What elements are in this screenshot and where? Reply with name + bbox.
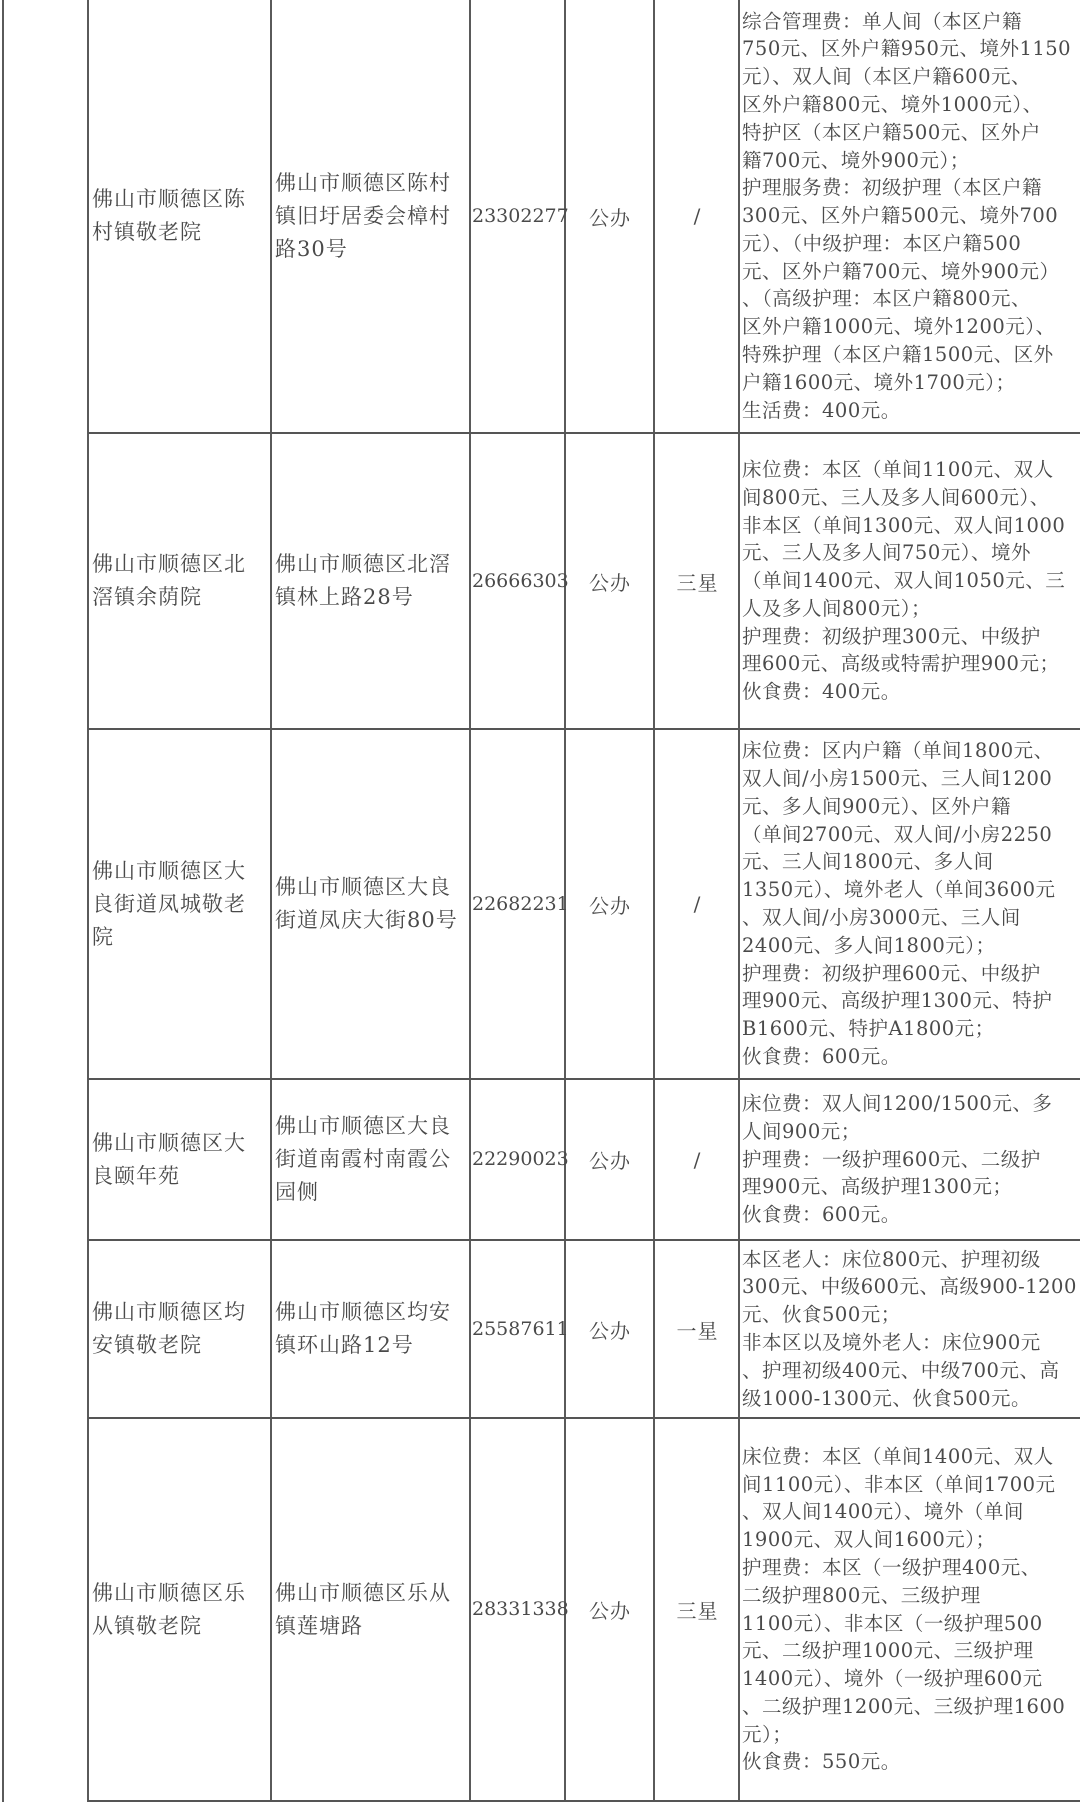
institution-type <box>566 1241 654 1417</box>
institution-address-line: 佛山市顺德区均安 <box>275 1300 451 1324</box>
institution-name-line: 佛山市顺德区大 <box>92 858 246 883</box>
fee-details <box>742 1080 1080 1239</box>
fee-details-line: 理900元、高级护理1300元、特护 <box>742 989 1053 1013</box>
fee-details-line: 伙食费：550元。 <box>742 1750 901 1774</box>
star-rating <box>655 730 740 1078</box>
institution-name <box>92 434 267 728</box>
table-border-left <box>2 0 4 1802</box>
table-row <box>88 730 1080 1080</box>
institution-name <box>92 0 267 432</box>
institution-address-line: 佛山市顺德区乐从 <box>275 1580 451 1605</box>
fee-details-line: 间800元、三人及多人间600元）、 <box>742 485 1050 509</box>
fee-details-line: 人间900元； <box>742 1119 861 1143</box>
institution-name-line: 村镇敬老院 <box>92 220 202 244</box>
fee-details-line: 区外户籍1000元、境外1200元）、 <box>742 315 1056 339</box>
fee-details-line: 1100元）、非本区（一级护理500 <box>742 1611 1043 1635</box>
fee-details-line: 床位费：双人间1200/1500元、多 <box>742 1092 1053 1115</box>
institution-address <box>275 0 470 432</box>
star-rating-text: / <box>693 204 702 228</box>
institution-name <box>92 730 267 1078</box>
institution-type <box>566 1080 654 1239</box>
institution-name-line: 从镇敬老院 <box>92 1613 202 1638</box>
fee-details-line: 、二级护理1200元、三级护理1600 <box>742 1694 1066 1718</box>
fee-details-line: 元、伙食500元； <box>742 1303 901 1327</box>
institution-name-line: 佛山市顺德区北 <box>92 552 246 576</box>
institution-address-line: 园侧 <box>275 1180 319 1204</box>
fee-details-line: 元、多人间900元）、区外户籍 <box>742 794 1011 818</box>
institution-phone-text: 25587611 <box>472 1317 569 1340</box>
fee-details-line: 双人间/小房1500元、三人间1200 <box>742 767 1053 791</box>
star-rating-text: 三星 <box>676 1599 719 1623</box>
fee-details-line: 籍700元、境外900元）； <box>742 148 970 172</box>
fee-details-line: 1900元、双人间1600元）； <box>742 1528 996 1552</box>
institution-address-line: 佛山市顺德区大良 <box>275 875 451 899</box>
institution-address-line: 佛山市顺德区北滘 <box>275 552 451 576</box>
institution-address <box>275 434 470 728</box>
fee-details-line: 间1100元）、非本区（单间1700元 <box>742 1472 1056 1496</box>
fee-details-line: 特护区（本区户籍500元、区外户 <box>742 120 1041 144</box>
fee-details-line: 理600元、高级或特需护理900元； <box>742 652 1060 676</box>
institution-phone <box>472 1080 569 1239</box>
institution-type-text: 公办 <box>589 893 631 918</box>
fee-details-line: 理900元、高级护理1300元； <box>742 1175 1013 1199</box>
institution-phone <box>472 434 569 728</box>
institution-name-line: 滘镇余荫院 <box>92 585 202 609</box>
fee-details-line: 元）； <box>742 1722 793 1746</box>
fee-details-line: 伙食费：600元。 <box>742 1044 901 1068</box>
institution-address-line: 街道南霞村南霞公 <box>275 1147 451 1171</box>
institution-name <box>92 1080 267 1239</box>
fee-details-line: 元、三人及多人间750元）、境外 <box>742 541 1031 565</box>
star-rating-text: 一星 <box>676 1318 719 1343</box>
fee-details-line: 护理服务费：初级护理（本区户籍 <box>742 176 1043 200</box>
institution-name-line: 良街道凤城敬老 <box>92 891 246 916</box>
institution-phone <box>472 1241 569 1417</box>
fee-details-line: 级1000-1300元、伙食500元。 <box>742 1386 1032 1410</box>
fee-details-line: 元、区外户籍700元、境外900元） <box>742 259 1060 283</box>
institution-address-line: 街道凤庆大街80号 <box>275 908 458 932</box>
fee-details-line: 特殊护理（本区户籍1500元、区外 <box>742 343 1054 367</box>
star-rating <box>655 434 740 728</box>
star-rating-text: / <box>693 892 702 916</box>
star-rating <box>655 1080 740 1239</box>
fee-details-line: B1600元、特护A1800元； <box>742 1017 995 1041</box>
fee-details-line: 床位费：区内户籍（单间1800元、 <box>742 739 1054 763</box>
fee-details-line: 护理费：本区（一级护理400元、 <box>742 1555 1041 1579</box>
institution-phone-text: 22682231 <box>472 892 569 915</box>
fee-details <box>742 730 1080 1078</box>
fee-details-line: 床位费：本区（单间1400元、双人 <box>742 1444 1054 1468</box>
institution-type-text: 公办 <box>589 570 631 595</box>
institution-name-line: 安镇敬老院 <box>92 1333 202 1357</box>
institution-phone-text: 26666303 <box>472 569 569 592</box>
star-rating <box>655 1241 740 1417</box>
institution-type-text: 公办 <box>589 1599 631 1623</box>
fee-details-line: 非本区（单间1300元、双人间1000 <box>742 513 1066 537</box>
institution-name-line: 佛山市顺德区乐 <box>92 1580 246 1605</box>
fee-details-line: 综合管理费：单人间（本区户籍 <box>742 9 1023 33</box>
fee-details-line: 人及多人间800元）； <box>742 596 931 620</box>
institution-name-line: 佛山市顺德区均 <box>92 1300 246 1324</box>
fee-details-line: 护理费：初级护理600元、中级护 <box>742 961 1041 985</box>
institution-type-text: 公办 <box>589 1149 631 1173</box>
institution-address-line: 镇旧圩居委会樟村 <box>275 203 451 228</box>
institution-phone-text: 22290023 <box>472 1148 569 1170</box>
table-row <box>88 434 1080 730</box>
fee-details-line: 300元、区外户籍500元、境外700 <box>742 204 1059 228</box>
institution-type <box>566 1419 654 1800</box>
institution-type <box>566 434 654 728</box>
fee-details-line: 伙食费：600元。 <box>742 1203 901 1227</box>
fee-details-line: 、护理初级400元、中级700元、高 <box>742 1358 1060 1382</box>
fee-details-line: 元）、（中级护理：本区户籍500 <box>742 231 1022 255</box>
fee-details <box>742 434 1080 728</box>
star-rating-text: 三星 <box>676 570 719 595</box>
fee-details <box>742 0 1080 432</box>
institution-address <box>275 1241 470 1417</box>
star-rating-text: / <box>693 1147 702 1172</box>
institution-address <box>275 1419 470 1800</box>
fee-details-line: 、（高级护理：本区户籍800元、 <box>742 287 1031 311</box>
institution-type-text: 公办 <box>589 1318 631 1343</box>
fee-details <box>742 1419 1080 1800</box>
institution-name-line: 良颐年苑 <box>92 1163 180 1188</box>
institution-phone <box>472 730 569 1078</box>
fee-details-line: 非本区以及境外老人：床位900元 <box>742 1331 1041 1354</box>
fee-details-line: 二级护理800元、三级护理 <box>742 1583 981 1607</box>
fee-details-line: （单间1400元、双人间1050元、三 <box>742 569 1066 593</box>
institution-name-line: 佛山市顺德区大 <box>92 1130 246 1155</box>
institution-address-line: 佛山市顺德区大良 <box>275 1114 451 1138</box>
institution-phone-text: 23302277 <box>472 204 569 227</box>
institution-name <box>92 1419 267 1800</box>
fee-details-line: 伙食费：400元。 <box>742 680 901 704</box>
fee-details-line: 区外户籍800元、境外1000元）、 <box>742 92 1043 116</box>
institution-name-line: 佛山市顺德区陈 <box>92 187 246 211</box>
institution-type <box>566 0 654 432</box>
fee-details-line: 元）、双人间（本区户籍600元、 <box>742 65 1031 89</box>
institution-address <box>275 730 470 1078</box>
fee-details-line: 2400元、多人间1800元）； <box>742 933 996 957</box>
fee-details-line: 护理费：初级护理300元、中级护 <box>742 624 1041 648</box>
fee-details-line: 300元、中级600元、高级900-1200 <box>742 1275 1077 1299</box>
institution-name <box>92 1241 267 1417</box>
table-row <box>88 1080 1080 1241</box>
institution-address-line: 镇莲塘路 <box>275 1613 363 1638</box>
fee-details-line: 床位费：本区（单间1100元、双人 <box>742 457 1054 481</box>
star-rating <box>655 0 740 432</box>
fee-details-line: 户籍1600元、境外1700元）； <box>742 370 1016 394</box>
fee-details-line: 1350元）、境外老人（单间3600元 <box>742 878 1056 902</box>
fee-details-line: 1400元）、境外（一级护理600元 <box>742 1667 1043 1691</box>
table-row <box>88 1419 1080 1802</box>
fee-details <box>742 1241 1080 1417</box>
institution-address-line: 路30号 <box>275 236 348 261</box>
institution-address-line: 佛山市顺德区陈村 <box>275 170 451 195</box>
institution-phone <box>472 0 569 432</box>
institution-address-line: 镇林上路28号 <box>275 585 414 609</box>
fee-details-line: 、双人间1400元）、境外（单间 <box>742 1500 1024 1524</box>
fee-details-line: 、双人间/小房3000元、三人间 <box>742 906 1021 929</box>
institution-name-line: 院 <box>92 924 114 949</box>
fee-details-line: （单间2700元、双人间/小房2250 <box>742 822 1053 846</box>
institution-type-text: 公办 <box>589 205 631 230</box>
fee-details-line: 本区老人：床位800元、护理初级 <box>742 1247 1041 1271</box>
star-rating <box>655 1419 740 1800</box>
institution-phone-text: 28331338 <box>472 1598 569 1620</box>
institution-type <box>566 730 654 1078</box>
fee-details-line: 元、三人间1800元、多人间 <box>742 850 994 874</box>
institution-address <box>275 1080 470 1239</box>
table-row <box>88 1241 1080 1419</box>
fee-details-line: 元、二级护理1000元、三级护理 <box>742 1639 1034 1663</box>
table-row <box>88 0 1080 434</box>
fee-details-line: 护理费：一级护理600元、二级护 <box>742 1147 1041 1171</box>
institution-phone <box>472 1419 569 1800</box>
institution-address-line: 镇环山路12号 <box>275 1333 414 1357</box>
fee-details-line: 生活费：400元。 <box>742 398 901 422</box>
fee-details-line: 750元、区外户籍950元、境外1150 <box>742 37 1072 61</box>
